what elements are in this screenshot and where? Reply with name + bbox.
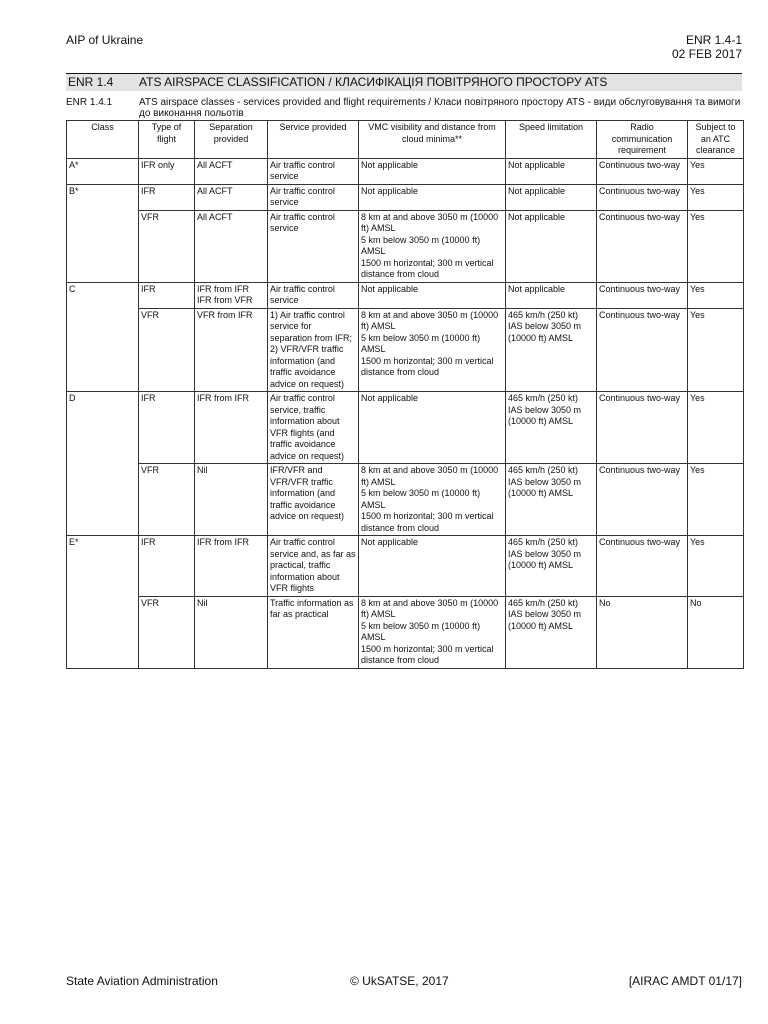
column-header: Radio communication requirement: [597, 121, 688, 159]
vmc-cell: Not applicable: [359, 158, 506, 184]
radio-cell: Continuous two-way: [597, 282, 688, 308]
speed-cell: Not applicable: [506, 210, 597, 282]
clearance-cell: No: [688, 596, 744, 668]
sep-cell: IFR from IFR: [195, 392, 268, 464]
table-row: [67, 184, 744, 210]
table-row: [67, 282, 744, 308]
airspace-classes-table: [66, 120, 744, 669]
column-header: Class: [67, 121, 139, 159]
footer-copyright: © UkSATSE, 2017: [350, 974, 449, 988]
class-cell: B*: [67, 184, 139, 282]
subsection-title: ATS airspace classes - services provided and flight requirements / Класи повітряного простору ATS - види обслуговування та вимоги до виконання польотів: [139, 97, 741, 119]
type-cell: IFR only: [139, 158, 195, 184]
header-publication: AIP of Ukraine: [66, 33, 144, 47]
table-row: [67, 464, 744, 536]
sep-cell: All ACFT: [195, 158, 268, 184]
column-header: Speed limitation: [506, 121, 597, 159]
clearance-cell: Yes: [688, 282, 744, 308]
section-number: ENR 1.4: [68, 75, 114, 89]
clearance-cell: Yes: [688, 308, 744, 392]
column-header: Separation provided: [195, 121, 268, 159]
vmc-cell: 8 km at and above 3050 m (10000 ft) AMSL 5 km below 3050 m (10000 ft) AMSL 1500 m horizontal; 300 m vertical distance from cloud: [359, 596, 506, 668]
service-cell: Air traffic control service: [268, 158, 359, 184]
speed-cell: 465 km/h (250 kt) IAS below 3050 m (10000 ft) AMSL: [506, 392, 597, 464]
table-row: [67, 158, 744, 184]
table-row: [67, 536, 744, 597]
sep-cell: VFR from IFR: [195, 308, 268, 392]
header-date: 02 FEB 2017: [671, 47, 742, 61]
service-cell: 1) Air traffic control service for separation from IFR; 2) VFR/VFR traffic information (and traffic avoidance advice on request): [268, 308, 359, 392]
service-cell: Air traffic control service: [268, 210, 359, 282]
header-page-number: ENR 1.4-1: [685, 33, 742, 47]
radio-cell: Continuous two-way: [597, 392, 688, 464]
type-cell: IFR: [139, 536, 195, 597]
column-header: VMC visibility and distance from cloud minima**: [359, 121, 506, 159]
sep-cell: IFR from IFR: [195, 536, 268, 597]
vmc-cell: Not applicable: [359, 536, 506, 597]
section-title: ATS AIRSPACE CLASSIFICATION / КЛАСИФІКАЦІЯ ПОВІТРЯНОГО ПРОСТОРУ ATS: [139, 75, 608, 89]
radio-cell: Continuous two-way: [597, 210, 688, 282]
sep-cell: All ACFT: [195, 184, 268, 210]
type-cell: IFR: [139, 282, 195, 308]
service-cell: Air traffic control service: [268, 184, 359, 210]
column-header: Service provided: [268, 121, 359, 159]
speed-cell: 465 km/h (250 kt) IAS below 3050 m (10000 ft) AMSL: [506, 308, 597, 392]
clearance-cell: Yes: [688, 392, 744, 464]
radio-cell: Continuous two-way: [597, 464, 688, 536]
speed-cell: 465 km/h (250 kt) IAS below 3050 m (10000 ft) AMSL: [506, 596, 597, 668]
service-cell: Air traffic control service and, as far as practical, traffic information about VFR flights: [268, 536, 359, 597]
footer-authority: State Aviation Administration: [66, 974, 218, 988]
service-cell: IFR/VFR and VFR/VFR traffic information (and traffic avoidance advice on request): [268, 464, 359, 536]
speed-cell: 465 km/h (250 kt) IAS below 3050 m (10000 ft) AMSL: [506, 536, 597, 597]
table-row: [67, 596, 744, 668]
table-row: [67, 308, 744, 392]
clearance-cell: Yes: [688, 210, 744, 282]
sep-cell: Nil: [195, 596, 268, 668]
radio-cell: Continuous two-way: [597, 308, 688, 392]
table-body: [67, 158, 744, 668]
speed-cell: Not applicable: [506, 184, 597, 210]
type-cell: VFR: [139, 464, 195, 536]
speed-cell: Not applicable: [506, 158, 597, 184]
type-cell: VFR: [139, 596, 195, 668]
radio-cell: Continuous two-way: [597, 184, 688, 210]
clearance-cell: Yes: [688, 184, 744, 210]
sep-cell: IFR from IFR IFR from VFR: [195, 282, 268, 308]
class-cell: D: [67, 392, 139, 536]
type-cell: IFR: [139, 392, 195, 464]
table-row: [67, 210, 744, 282]
vmc-cell: Not applicable: [359, 282, 506, 308]
service-cell: Traffic information as far as practical: [268, 596, 359, 668]
class-cell: E*: [67, 536, 139, 669]
sep-cell: All ACFT: [195, 210, 268, 282]
radio-cell: No: [597, 596, 688, 668]
section-heading: [66, 73, 742, 91]
type-cell: VFR: [139, 210, 195, 282]
type-cell: IFR: [139, 184, 195, 210]
vmc-cell: 8 km at and above 3050 m (10000 ft) AMSL 5 km below 3050 m (10000 ft) AMSL 1500 m horizontal; 300 m vertical distance from cloud: [359, 210, 506, 282]
vmc-cell: 8 km at and above 3050 m (10000 ft) AMSL 5 km below 3050 m (10000 ft) AMSL 1500 m horizontal; 300 m vertical distance from cloud: [359, 308, 506, 392]
speed-cell: 465 km/h (250 kt) IAS below 3050 m (10000 ft) AMSL: [506, 464, 597, 536]
class-cell: A*: [67, 158, 139, 184]
footer-amendment: [AIRAC AMDT 01/17]: [628, 974, 742, 988]
column-header: Type of flight: [139, 121, 195, 159]
class-cell: C: [67, 282, 139, 392]
vmc-cell: Not applicable: [359, 392, 506, 464]
table-row: [67, 392, 744, 464]
clearance-cell: Yes: [688, 536, 744, 597]
radio-cell: Continuous two-way: [597, 158, 688, 184]
service-cell: Air traffic control service: [268, 282, 359, 308]
service-cell: Air traffic control service, traffic information about VFR flights (and traffic avoidance advice on request): [268, 392, 359, 464]
speed-cell: Not applicable: [506, 282, 597, 308]
column-header: Subject to an ATC clearance: [688, 121, 744, 159]
subsection-number: ENR 1.4.1: [66, 97, 113, 108]
vmc-cell: Not applicable: [359, 184, 506, 210]
type-cell: VFR: [139, 308, 195, 392]
header-page-info: [672, 33, 742, 61]
sep-cell: Nil: [195, 464, 268, 536]
vmc-cell: 8 km at and above 3050 m (10000 ft) AMSL 5 km below 3050 m (10000 ft) AMSL 1500 m horizontal; 300 m vertical distance from cloud: [359, 464, 506, 536]
clearance-cell: Yes: [688, 464, 744, 536]
radio-cell: Continuous two-way: [597, 536, 688, 597]
table-header-row: [67, 121, 744, 159]
clearance-cell: Yes: [688, 158, 744, 184]
